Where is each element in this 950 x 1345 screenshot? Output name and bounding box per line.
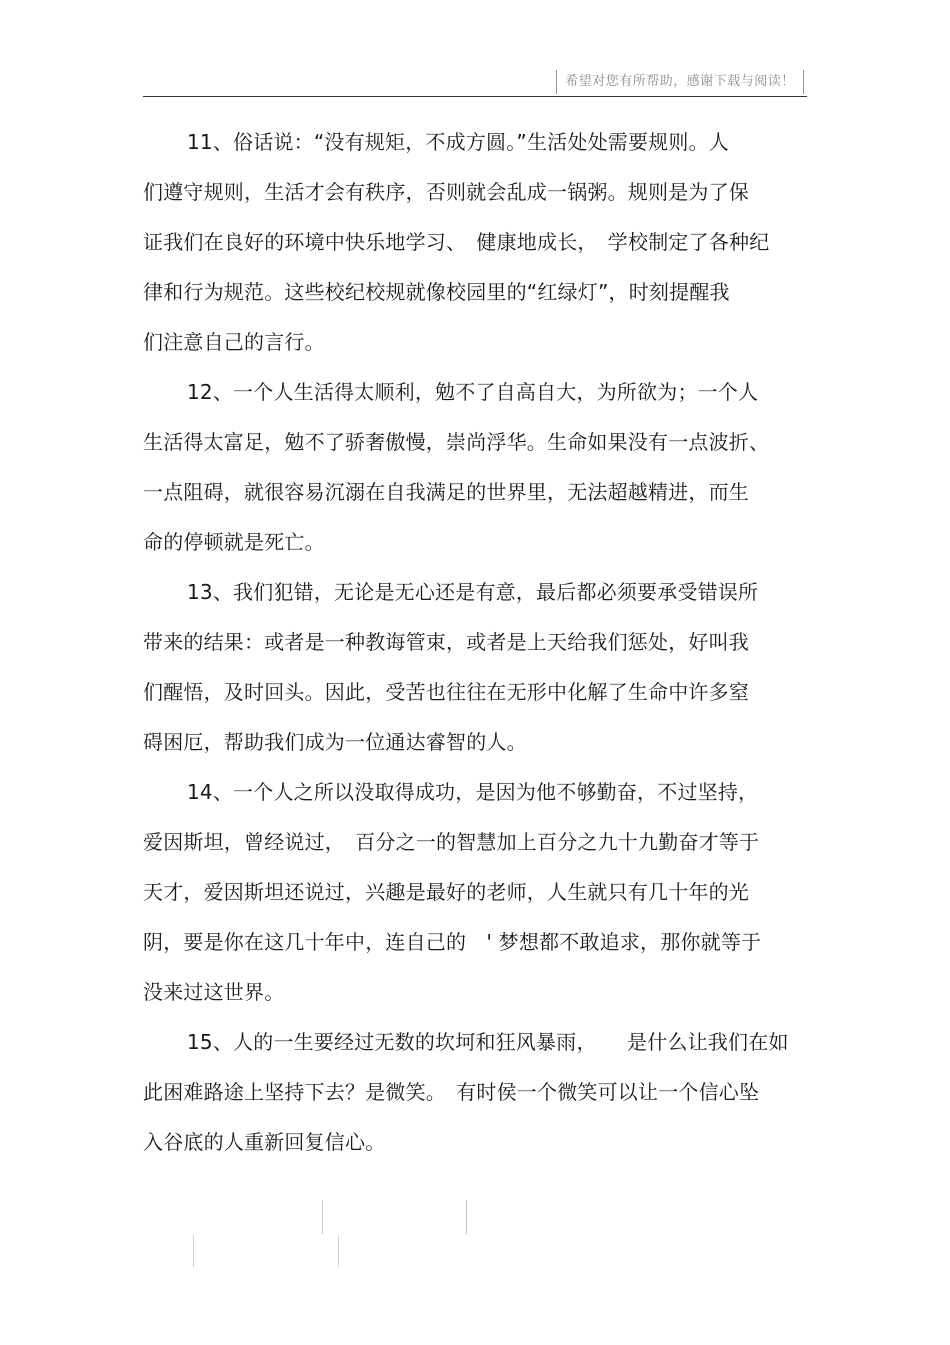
table-border-fragment xyxy=(193,1235,194,1267)
table-border-fragment xyxy=(466,1200,467,1234)
table-border-fragment xyxy=(322,1200,323,1234)
text-line: 天才，爱因斯坦还说过，兴趣是最好的老师，人生就只有几十年的光 xyxy=(143,880,749,904)
paragraph-11 xyxy=(143,117,801,367)
text-line: 13、我们犯错，无论是无心还是有意，最后都必须要承受错误所 xyxy=(187,580,759,604)
document-body xyxy=(143,117,801,1167)
text-line: 们注意自己的言行。 xyxy=(143,330,325,354)
text-line: 生活得太富足，勉不了骄奢傲慢，崇尚浮华。生命如果没有一点波折、 xyxy=(143,430,770,454)
text-line: 阴，要是你在这几十年中，连自己的 ' 梦想都不敢追求，那你就等于 xyxy=(143,930,762,954)
text-line: 爱因斯坦，曾经说过， 百分之一的智慧加上百分之九十九勤奋才等于 xyxy=(143,830,760,854)
text-line: 律和行为规范。这些校纪校规就像校园里的“红绿灯”，时刻提醒我 xyxy=(143,280,730,304)
text-line: 们遵守规则，生活才会有秩序，否则就会乱成一锅粥。规则是为了保 xyxy=(143,180,749,204)
text-line: 们醒悟，及时回头。因此，受苦也往往在无形中化解了生命中许多窒 xyxy=(143,680,749,704)
text-line: 入谷底的人重新回复信心。 xyxy=(143,1130,386,1154)
text-line: 15、人的一生要经过无数的坎坷和狂风暴雨， 是什么让我们在如 xyxy=(187,1030,789,1054)
table-border-fragment xyxy=(338,1235,339,1267)
paragraph-12 xyxy=(143,367,801,567)
text-line: 命的停顿就是死亡。 xyxy=(143,530,325,554)
text-line: 没来过这世界。 xyxy=(143,980,285,1004)
text-line: 11、俗话说：“没有规矩，不成方圆。”生活处处需要规则。人 xyxy=(187,130,729,154)
text-line: 带来的结果：或者是一种教诲管束，或者是上天给我们惩处，好叫我 xyxy=(143,630,749,654)
paragraph-15 xyxy=(143,1017,801,1167)
text-line: 此困难路途上坚持下去？是微笑。 有时侯一个微笑可以让一个信心坠 xyxy=(143,1080,760,1104)
text-line: 碍困厄，帮助我们成为一位通达睿智的人。 xyxy=(143,730,527,754)
text-line: 14、一个人之所以没取得成功，是因为他不够勤奋，不过坚持， xyxy=(187,780,759,804)
text-line: 证我们在良好的环境中快乐地学习、 健康地成长， 学校制定了各种纪 xyxy=(143,230,770,254)
page-header-note: 希望对您有所帮助，感谢下载与阅读！ xyxy=(556,70,804,94)
text-line: 12、一个人生活得太顺利，勉不了自高自大，为所欲为；一个人 xyxy=(187,380,759,404)
paragraph-13 xyxy=(143,567,801,767)
paragraph-14 xyxy=(143,767,801,1017)
text-line: 一点阻碍，就很容易沉溺在自我满足的世界里，无法超越精进，而生 xyxy=(143,480,749,504)
header-rule xyxy=(143,96,807,97)
